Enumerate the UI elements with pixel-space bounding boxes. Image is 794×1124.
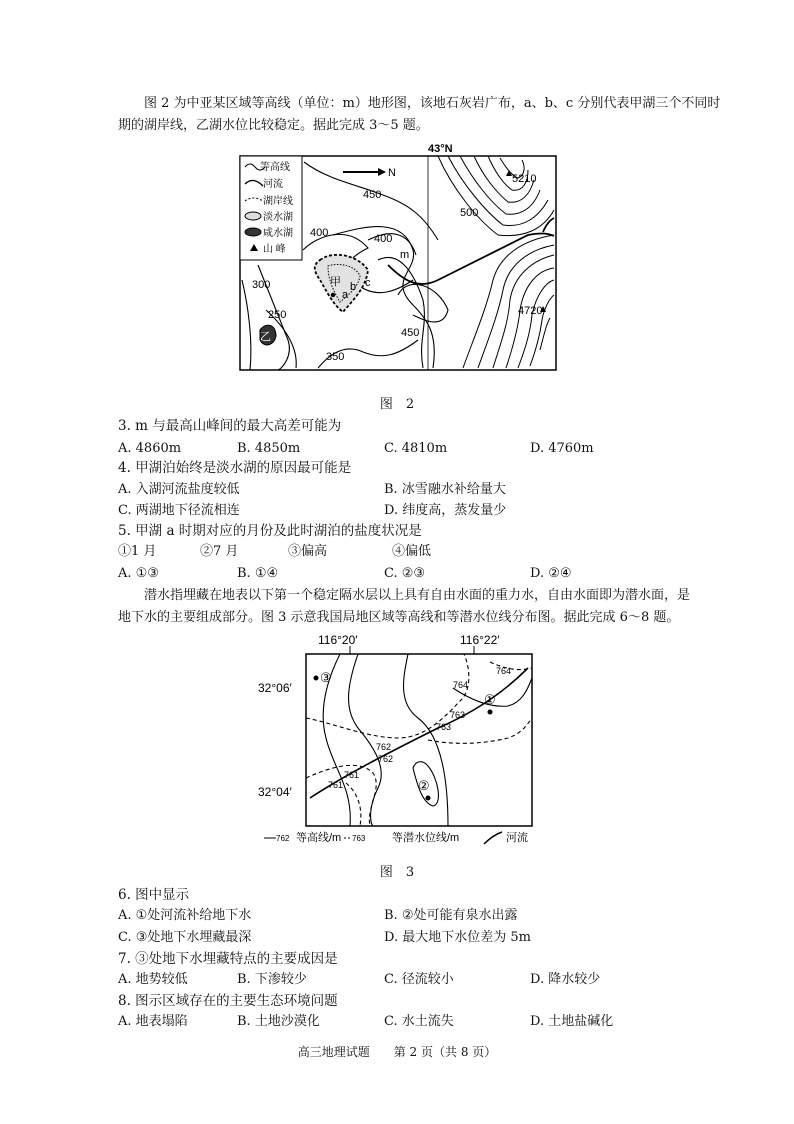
- contour-label-400-east: 400: [374, 233, 393, 245]
- lake-yi-label: 乙: [260, 331, 271, 343]
- q5-item-2: ②7 月: [200, 544, 239, 559]
- question-5-stem: 5. 甲湖 a 时期对应的月份及此时湖泊的盐度状况是: [118, 523, 422, 539]
- q8-option-c[interactable]: C. 水土流失: [384, 1014, 454, 1029]
- q3-option-d[interactable]: D. 4760m: [530, 441, 594, 456]
- question-6-stem: 6. 图中显示: [118, 887, 190, 903]
- q6-option-a[interactable]: A. ①处河流补给地下水: [118, 908, 252, 923]
- legend-water-sample: 763: [352, 834, 366, 843]
- intro-paragraph-2-line-1: 潜水指埋藏在地表以下第一个稳定隔水层以上具有自由水面的重力水，自由水面即为潜水面，是: [144, 588, 691, 603]
- point-1-label: ①: [484, 692, 496, 707]
- water-label-762-a: 762: [376, 742, 392, 752]
- legend-contour-sample: 762: [276, 834, 290, 843]
- q5-option-d[interactable]: D. ②④: [530, 566, 572, 581]
- q5-item-4: ④偏低: [392, 544, 432, 559]
- legend-shoreline: 湖岸线: [263, 196, 293, 207]
- contour-label-763-b: 763: [436, 722, 452, 732]
- q6-option-b[interactable]: B. ②处可能有泉水出露: [384, 908, 518, 923]
- question-8-stem: 8. 图示区域存在的主要生态环境问题: [118, 993, 338, 1009]
- figure-3-groundwater-map: [258, 628, 548, 850]
- contour-label-450-north: 450: [363, 189, 382, 201]
- q5-option-a[interactable]: A. ①③: [118, 566, 159, 581]
- contour-label-250: 250: [268, 309, 287, 321]
- q3-option-c[interactable]: C. 4810m: [384, 441, 448, 456]
- peak-label-4720: 4720: [518, 305, 543, 317]
- legend-river: 河流: [263, 179, 283, 190]
- legend-peak: 山 峰: [263, 244, 286, 255]
- longitude-label-2: 116°22′: [460, 633, 500, 647]
- q4-option-c[interactable]: C. 两湖地下径流相连: [118, 503, 240, 518]
- contour-label-350: 350: [326, 351, 345, 363]
- lat-label: 43°N: [428, 143, 453, 155]
- point-m-label: m: [400, 249, 410, 261]
- intro-paragraph-2-line-2: 地下水的主要组成部分。图 3 示意我国局地区域等高线和等潜水位线分布图。据此完成 6～8 题。: [118, 610, 680, 625]
- peak-label-5210: 5210: [512, 173, 537, 185]
- question-7-stem: 7. ③处地下水埋藏特点的主要成因是: [118, 951, 338, 967]
- water-label-763-a: 763: [450, 710, 466, 720]
- contour-label-500: 500: [460, 207, 479, 219]
- q5-option-c[interactable]: C. ②③: [384, 566, 426, 581]
- contour-label-764-b: 764: [453, 680, 469, 690]
- legend-freshwater-lake: 淡水湖: [263, 212, 293, 223]
- figure-2-caption: 图 2: [379, 397, 415, 412]
- contour-label-450-south: 450: [401, 327, 420, 339]
- legend-contour: 等高线: [260, 162, 290, 173]
- intro-paragraph-1: 图 2 为中亚某区域等高线（单位：m）地形图，该地石灰岩广布，a、b、c 分别代表甲湖三个不同时期的湖岸线，乙湖水位比较稳定。据此完成 3～5 题。: [118, 96, 721, 133]
- shoreline-c-label: c: [365, 277, 371, 289]
- q6-option-c[interactable]: C. ③处地下水埋藏最深: [118, 930, 252, 945]
- figure-3-caption: 图 3: [379, 865, 415, 880]
- page-footer: 高三地理试题 第 2 页（共 8 页）: [297, 1045, 497, 1059]
- contour-label-762-b: 762: [378, 754, 394, 764]
- arrow-right-icon: [378, 168, 386, 176]
- water-label-761-a: 761: [344, 770, 360, 780]
- point-2-label: ②: [418, 778, 430, 793]
- point-3-label: ③: [320, 670, 332, 685]
- q5-item-3: ③偏高: [288, 544, 328, 559]
- q8-option-b[interactable]: B. 土地沙漠化: [237, 1014, 320, 1029]
- q8-option-d[interactable]: D. 土地盐碱化: [530, 1014, 614, 1029]
- q7-option-c[interactable]: C. 径流较小: [384, 972, 454, 987]
- q4-option-b[interactable]: B. 冰雪融水补给量大: [384, 482, 506, 497]
- q5-option-b[interactable]: B. ①④: [237, 566, 279, 581]
- longitude-label-1: 116°20′: [318, 633, 358, 647]
- latitude-label-2: 32°04′: [258, 785, 292, 799]
- legend-water-table: 等潜水位线/m: [392, 832, 460, 844]
- q3-option-a[interactable]: A. 4860m: [118, 441, 182, 456]
- figure-2-contour-map: [238, 140, 560, 372]
- north-label: N: [388, 167, 396, 179]
- q6-option-d[interactable]: D. 最大地下水位差为 5m: [384, 930, 531, 945]
- shoreline-b-label: b: [350, 281, 357, 293]
- q4-option-d[interactable]: D. 纬度高，蒸发量少: [384, 503, 507, 518]
- q7-option-d[interactable]: D. 降水较少: [530, 972, 601, 987]
- legend-river: 河流: [506, 832, 528, 844]
- legend-contour: 等高线/m: [296, 832, 342, 844]
- legend-saltwater-lake: 咸水湖: [263, 228, 293, 239]
- q4-option-a[interactable]: A. 入湖河流盐度较低: [118, 482, 240, 497]
- water-label-764-a: 764: [496, 666, 512, 676]
- lake-jia-label: 甲: [330, 276, 341, 288]
- question-4-stem: 4. 甲湖泊始终是淡水湖的原因最可能是: [118, 460, 352, 476]
- latitude-label-1: 32°06′: [258, 681, 292, 695]
- q3-option-b[interactable]: B. 4850m: [237, 441, 301, 456]
- q7-option-a[interactable]: A. 地势较低: [118, 972, 188, 987]
- q7-option-b[interactable]: B. 下渗较少: [237, 972, 307, 987]
- q5-item-1: ①1 月: [118, 544, 157, 559]
- contour-label-400-west: 400: [310, 227, 329, 239]
- contour-label-761-b: 761: [328, 780, 344, 790]
- shoreline-a-label: a: [342, 289, 349, 301]
- question-3-stem: 3. m 与最高山峰间的最大高差可能为: [118, 418, 342, 434]
- q8-option-a[interactable]: A. 地表塌陷: [118, 1014, 188, 1029]
- contour-label-300: 300: [252, 279, 271, 291]
